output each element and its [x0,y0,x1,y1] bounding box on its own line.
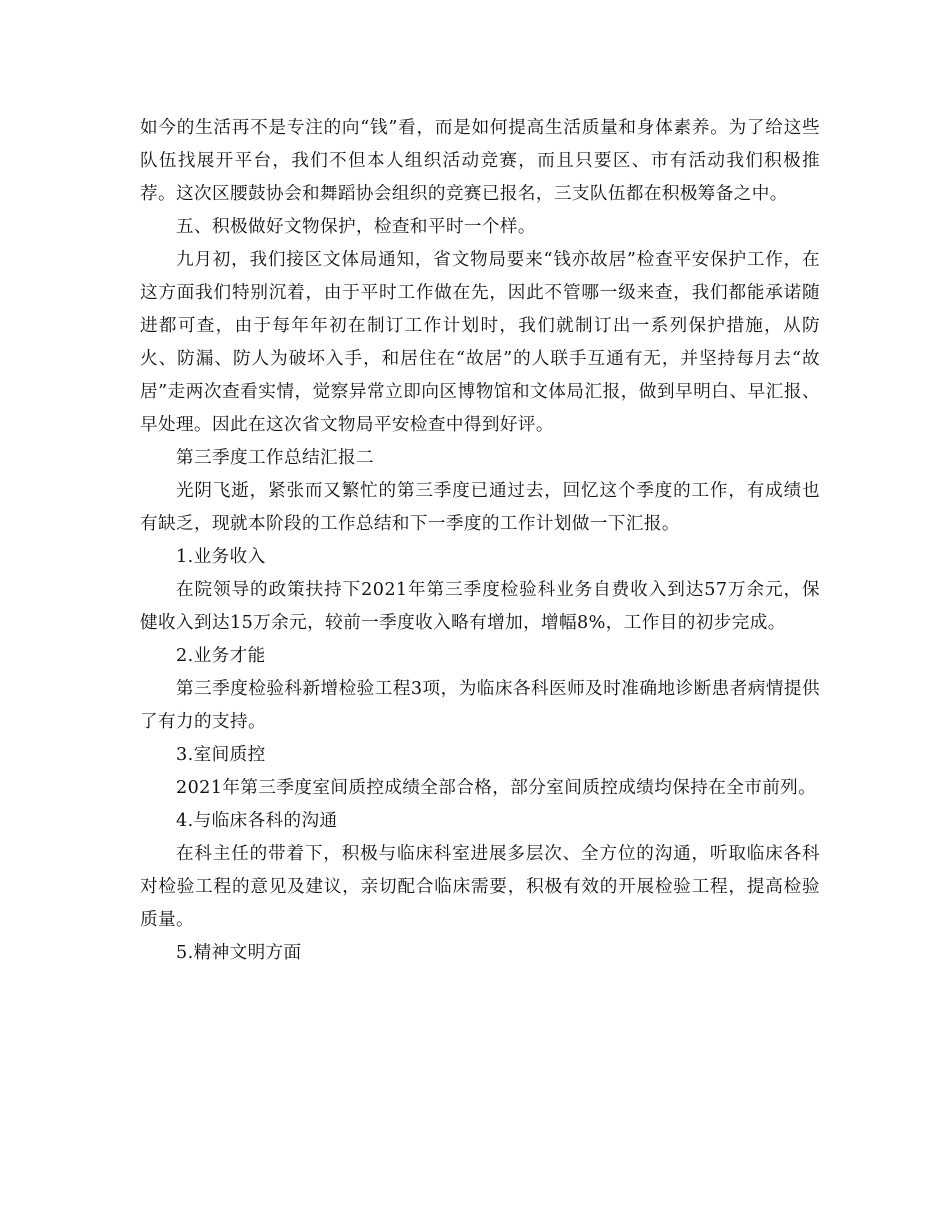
section-heading: 2.业务才能 [176,646,266,666]
paragraph: 如今的生活再不是专注的向“钱”看，而是如何提高生活质量和身体素养。为了给这些队伍找展开平台，我们不但本人组织活动竞赛，而且只要区、市有活动我们积极推荐。这次区腰鼓协会和舞蹈协会组织的竞赛已报名，三支队伍都在积极筹备之中。 [140,118,820,204]
section-heading: 1.业务收入 [176,547,266,567]
section-heading: 3.室间质控 [176,745,266,765]
paragraph: 在科主任的带着下，积极与临床科室进展多层次、全方位的沟通，听取临床各科对检验工程的意见及建议，亲切配合临床需要，积极有效的开展检验工程，提高检验质量。 [140,844,820,930]
paragraph: 2021年第三季度室间质控成绩全部合格，部分室间质控成绩均保持在全市前列。 [176,778,817,798]
paragraph: 第三季度检验科新增检验工程3项，为临床各科医师及时准确地诊断患者病情提供了有力的支持。 [140,679,820,732]
document-title: 第三季度工作总结汇报二 [176,448,374,468]
paragraph: 在院领导的政策扶持下2021年第三季度检验科业务自费收入到达57万余元，保健收入到达15万余元，较前一季度收入略有增加，增幅8%，工作目的初步完成。 [140,580,820,633]
paragraph: 九月初，我们接区文体局通知，省文物局要来“钱亦故居”检查平安保护工作，在这方面我们特别沉着，由于平时工作做在先，因此不管哪一级来查，我们都能承诺随进都可查，由于每年年初在制订工作计划时，我们就制订出一系列保护措施，从防火、防漏、防人为破坏入手，和居住在“故居”的人联手互通有无，并坚持每月去“故居”走两次查看实情，觉察异常立即向区博物馆和文体局汇报，做到早明白、早汇报、早处理。因此在这次省文物局平安检查中得到好评。 [140,250,820,435]
document-body [140,112,820,970]
section-heading: 五、积极做好文物保护，检查和平时一个样。 [176,217,536,237]
section-heading: 5.精神文明方面 [176,943,302,963]
section-heading: 4.与临床各科的沟通 [176,811,338,831]
paragraph: 光阴飞逝，紧张而又繁忙的第三季度已通过去，回忆这个季度的工作，有成绩也有缺乏，现就本阶段的工作总结和下一季度的工作计划做一下汇报。 [140,481,820,534]
